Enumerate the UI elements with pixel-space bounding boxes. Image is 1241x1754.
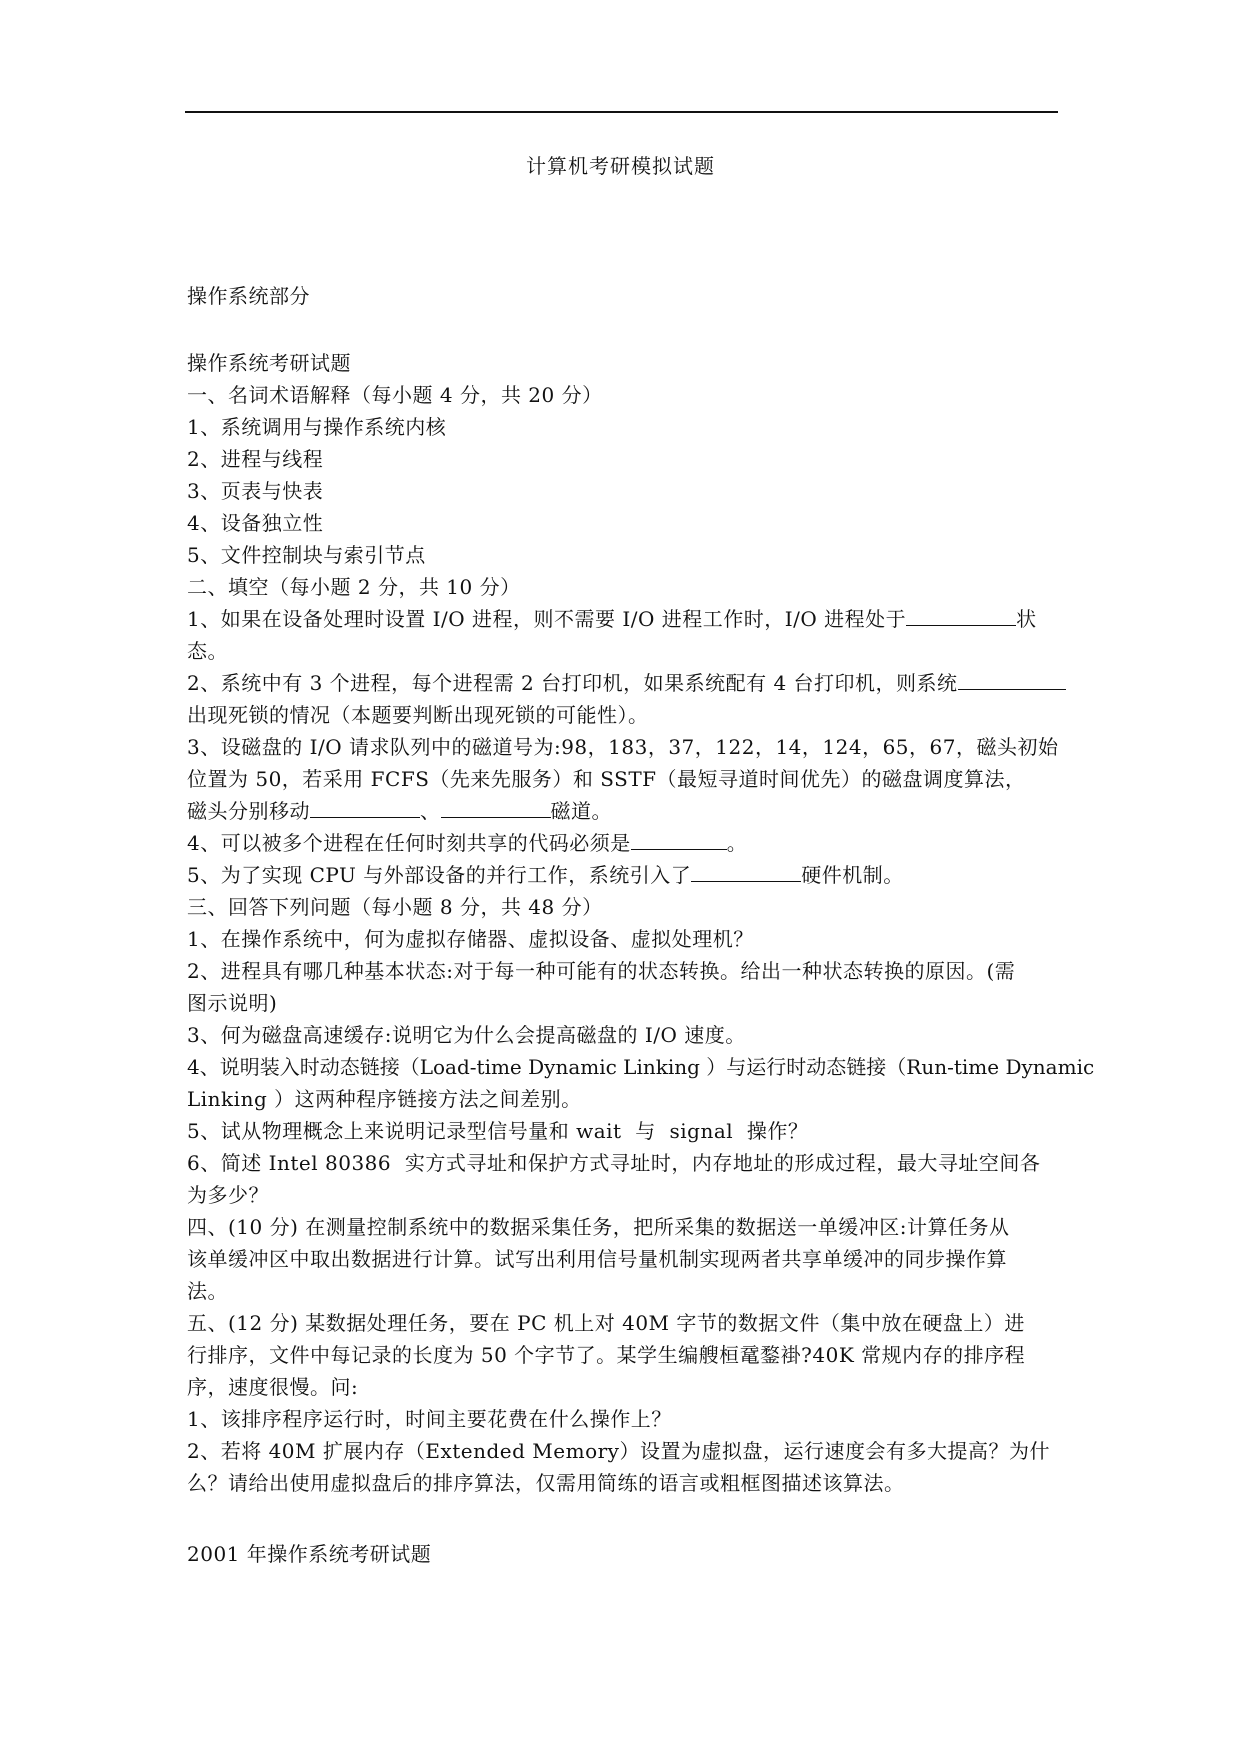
part2-question-4: [187, 827, 747, 859]
part4-line: 法。: [187, 1279, 228, 1303]
header-rule: [185, 111, 1058, 113]
part5-line: 行排序，文件中每记录的长度为 50 个字节了。某学生编艘桓鼋鍪褂?40K 常规内存的排序程: [187, 1343, 1026, 1367]
q3-text: 磁头分别移动: [187, 799, 310, 823]
page-title: 计算机考研模拟试题: [526, 154, 715, 178]
q5-text: 5、为了实现 CPU 与外部设备的并行工作，系统引入了: [187, 863, 692, 887]
section-part-heading: 操作系统部分: [187, 284, 310, 308]
part3-line: 3、何为磁盘高速缓存:说明它为什么会提高磁盘的 I/O 速度。: [187, 1023, 746, 1047]
part2-question-5: [187, 859, 904, 891]
part1-item: 1、系统调用与操作系统内核: [187, 415, 447, 439]
answer-blank: [441, 797, 551, 818]
part3-line: 2、进程具有哪几种基本状态:对于每一种可能有的状态转换。给出一种状态转换的原因。(需: [187, 959, 1016, 983]
q3-sep: 、: [420, 799, 441, 823]
part3-line: 4、说明装入时动态链接（Load-time Dynamic Linking ）与运行时动态链接（Run-time Dynamic: [187, 1055, 1095, 1079]
part1-item: 2、进程与线程: [187, 447, 324, 471]
part1-item: 3、页表与快表: [187, 479, 324, 503]
part1-item: 4、设备独立性: [187, 511, 324, 535]
q5-suffix: 硬件机制。: [801, 863, 904, 887]
answer-blank: [691, 861, 801, 882]
part3-heading: 三、回答下列问题（每小题 8 分，共 48 分）: [187, 895, 603, 919]
answer-blank: [310, 797, 420, 818]
part2-question-2-cont: 出现死锁的情况（本题要判断出现死锁的可能性）。: [187, 703, 649, 727]
part4-line: 四、(10 分) 在测量控制系统中的数据采集任务，把所采集的数据送一单缓冲区:计算任务从: [187, 1215, 1010, 1239]
part2-question-2: [187, 667, 1066, 699]
part1-item: 5、文件控制块与索引节点: [187, 543, 426, 567]
part5-line: 序，速度很慢。问:: [187, 1375, 359, 1399]
part2-question-3: 3、设磁盘的 I/O 请求队列中的磁道号为:98，183，37，122，14，124，65，67，磁头初始: [187, 735, 1059, 759]
exam-title: 操作系统考研试题: [187, 351, 351, 375]
q4-text: 4、可以被多个进程在任何时刻共享的代码必须是: [187, 831, 631, 855]
answer-blank: [906, 605, 1016, 626]
part2-question-3-cont: 位置为 50，若采用 FCFS（先来先服务）和 SSTF（最短寻道时间优先）的磁盘调度算法，: [187, 767, 1026, 791]
part1-heading: 一、名词术语解释（每小题 4 分，共 20 分）: [187, 383, 603, 407]
part3-line: 5、试从物理概念上来说明记录型信号量和 wait 与 signal 操作？: [187, 1119, 809, 1143]
answer-blank: [958, 669, 1066, 690]
part5-line: 五、(12 分) 某数据处理任务，要在 PC 机上对 40M 字节的数据文件（集中放在硬盘上）进: [187, 1311, 1025, 1335]
part5-line: 么？请给出使用虚拟盘后的排序算法，仅需用简练的语言或粗框图描述该算法。: [187, 1471, 905, 1495]
part2-question-3-cont: [187, 795, 612, 827]
q1-suffix: 状: [1016, 607, 1037, 631]
q4-suffix: 。: [726, 831, 748, 855]
part3-line: Linking ）这两种程序链接方法之间差别。: [187, 1087, 582, 1111]
part2-question-1-cont: 态。: [187, 639, 228, 663]
part3-line: 为多少？: [187, 1183, 269, 1207]
q3-suffix: 磁道。: [550, 799, 612, 823]
part4-line: 该单缓冲区中取出数据进行计算。试写出利用信号量机制实现两者共享单缓冲的同步操作算: [187, 1247, 1007, 1271]
answer-blank: [631, 829, 727, 850]
part3-line: 1、在操作系统中，何为虚拟存储器、虚拟设备、虚拟处理机？: [187, 927, 754, 951]
part5-line: 1、该排序程序运行时，时间主要花费在什么操作上？: [187, 1407, 672, 1431]
q2-text: 2、系统中有 3 个进程，每个进程需 2 台打印机，如果系统配有 4 台打印机，则系统: [187, 671, 958, 695]
part3-line: 图示说明): [187, 991, 278, 1015]
part2-question-1: [187, 603, 1037, 635]
part2-heading: 二、填空（每小题 2 分，共 10 分）: [187, 575, 521, 599]
part5-line: 2、若将 40M 扩展内存（Extended Memory）设置为虚拟盘，运行速度会有多大提高？为什: [187, 1439, 1050, 1463]
q1-text: 1、如果在设备处理时设置 I/O 进程，则不需要 I/O 进程工作时，I/O 进程处于: [187, 607, 907, 631]
part3-line: 6、简述 Intel 80386 实方式寻址和保护方式寻址时，内存地址的形成过程，最大寻址空间各: [187, 1151, 1041, 1175]
section-2001-title: 2001 年操作系统考研试题: [187, 1542, 432, 1566]
